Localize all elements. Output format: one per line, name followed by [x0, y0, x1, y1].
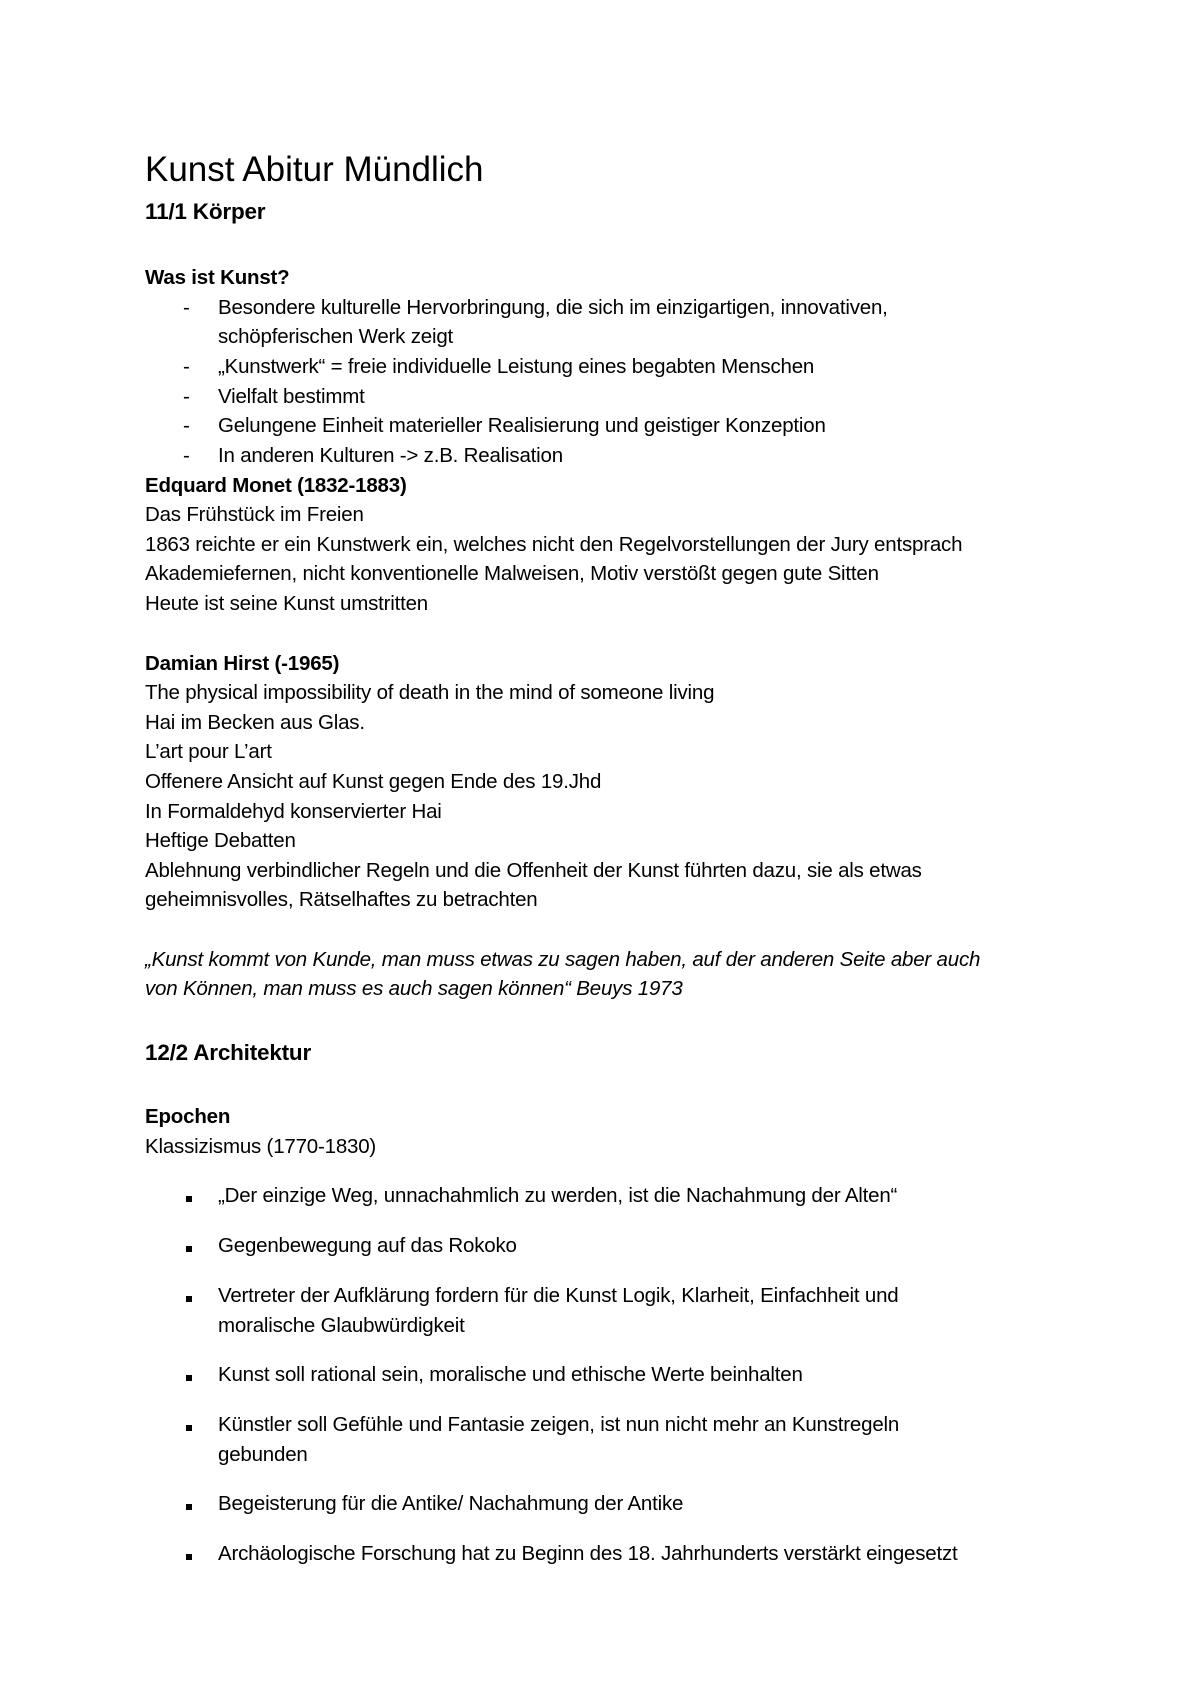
hirst-line: Offenere Ansicht auf Kunst gegen Ende des 19.Jhd [145, 770, 602, 793]
question-heading: Was ist Kunst? [145, 266, 290, 289]
list-item-continuation: moralische Glaubwürdigkeit [218, 1314, 465, 1337]
monet-line: Heute ist seine Kunst umstritten [145, 592, 429, 615]
list-item: In anderen Kulturen -> z.B. Realisation [218, 444, 563, 467]
list-item: Vertreter der Aufklärung fordern für die Kunst Logik, Klarheit, Einfachheit und [218, 1284, 899, 1307]
epochen-heading: Epochen [145, 1105, 231, 1128]
square-bullet [186, 1196, 192, 1202]
monet-line: 1863 reichte er ein Kunstwerk ein, welches nicht den Regelvorstellungen der Jury entsprach [145, 533, 963, 556]
section-heading-architektur: 12/2 Architektur [145, 1040, 312, 1065]
document-title: Kunst Abitur Mündlich [145, 150, 484, 189]
list-item: Vielfalt bestimmt [218, 385, 365, 408]
hirst-line: The physical impossibility of death in the mind of someone living [145, 681, 715, 704]
square-bullet [186, 1554, 192, 1560]
square-bullet [186, 1296, 192, 1302]
square-bullet [186, 1375, 192, 1381]
section-heading-koerper: 11/1 Körper [145, 199, 266, 224]
list-item: Besondere kulturelle Hervorbringung, die sich im einzigartigen, innovativen, [218, 296, 888, 319]
square-bullet [186, 1425, 192, 1431]
list-item: Kunst soll rational sein, moralische und ethische Werte beinhalten [218, 1363, 803, 1386]
square-bullet [186, 1504, 192, 1510]
monet-line: Das Frühstück im Freien [145, 503, 364, 526]
dash-bullet: - [183, 414, 190, 437]
dash-bullet: - [183, 385, 190, 408]
monet-line: Akademiefernen, nicht konventionelle Malweisen, Motiv verstößt gegen gute Sitten [145, 562, 879, 585]
list-item: „Kunstwerk“ = freie individuelle Leistung eines begabten Menschen [218, 355, 815, 378]
hirst-line: L’art pour L’art [145, 740, 272, 763]
hirst-heading: Damian Hirst (-1965) [145, 652, 340, 675]
list-item-continuation: schöpferischen Werk zeigt [218, 325, 454, 348]
list-item: Begeisterung für die Antike/ Nachahmung der Antike [218, 1492, 684, 1515]
hirst-line: In Formaldehyd konservierter Hai [145, 800, 442, 823]
hirst-line: Ablehnung verbindlicher Regeln und die Offenheit der Kunst führten dazu, sie als etwas [145, 859, 922, 882]
beuys-quote: „Kunst kommt von Kunde, man muss etwas zu sagen haben, auf der anderen Seite aber auch [145, 948, 981, 971]
epoch-name: Klassizismus (1770-1830) [145, 1135, 377, 1158]
dash-bullet: - [183, 296, 190, 319]
list-item: Künstler soll Gefühle und Fantasie zeigen, ist nun nicht mehr an Kunstregeln [218, 1413, 900, 1436]
dash-bullet: - [183, 355, 190, 378]
list-item: Gegenbewegung auf das Rokoko [218, 1234, 517, 1257]
list-item: Gelungene Einheit materieller Realisierung und geistiger Konzeption [218, 414, 826, 437]
list-item: Archäologische Forschung hat zu Beginn des 18. Jahrhunderts verstärkt eingesetzt [218, 1542, 958, 1565]
monet-heading: Edquard Monet (1832-1883) [145, 474, 407, 497]
list-item-continuation: gebunden [218, 1443, 308, 1466]
hirst-line: Heftige Debatten [145, 829, 296, 852]
hirst-line: geheimnisvolles, Rätselhaftes zu betrachten [145, 888, 538, 911]
list-item: „Der einzige Weg, unnachahmlich zu werden, ist die Nachahmung der Alten“ [218, 1184, 898, 1207]
square-bullet [186, 1246, 192, 1252]
hirst-line: Hai im Becken aus Glas. [145, 711, 365, 734]
beuys-quote-continuation: von Können, man muss es auch sagen können“ Beuys 1973 [145, 977, 683, 1000]
dash-bullet: - [183, 444, 190, 467]
